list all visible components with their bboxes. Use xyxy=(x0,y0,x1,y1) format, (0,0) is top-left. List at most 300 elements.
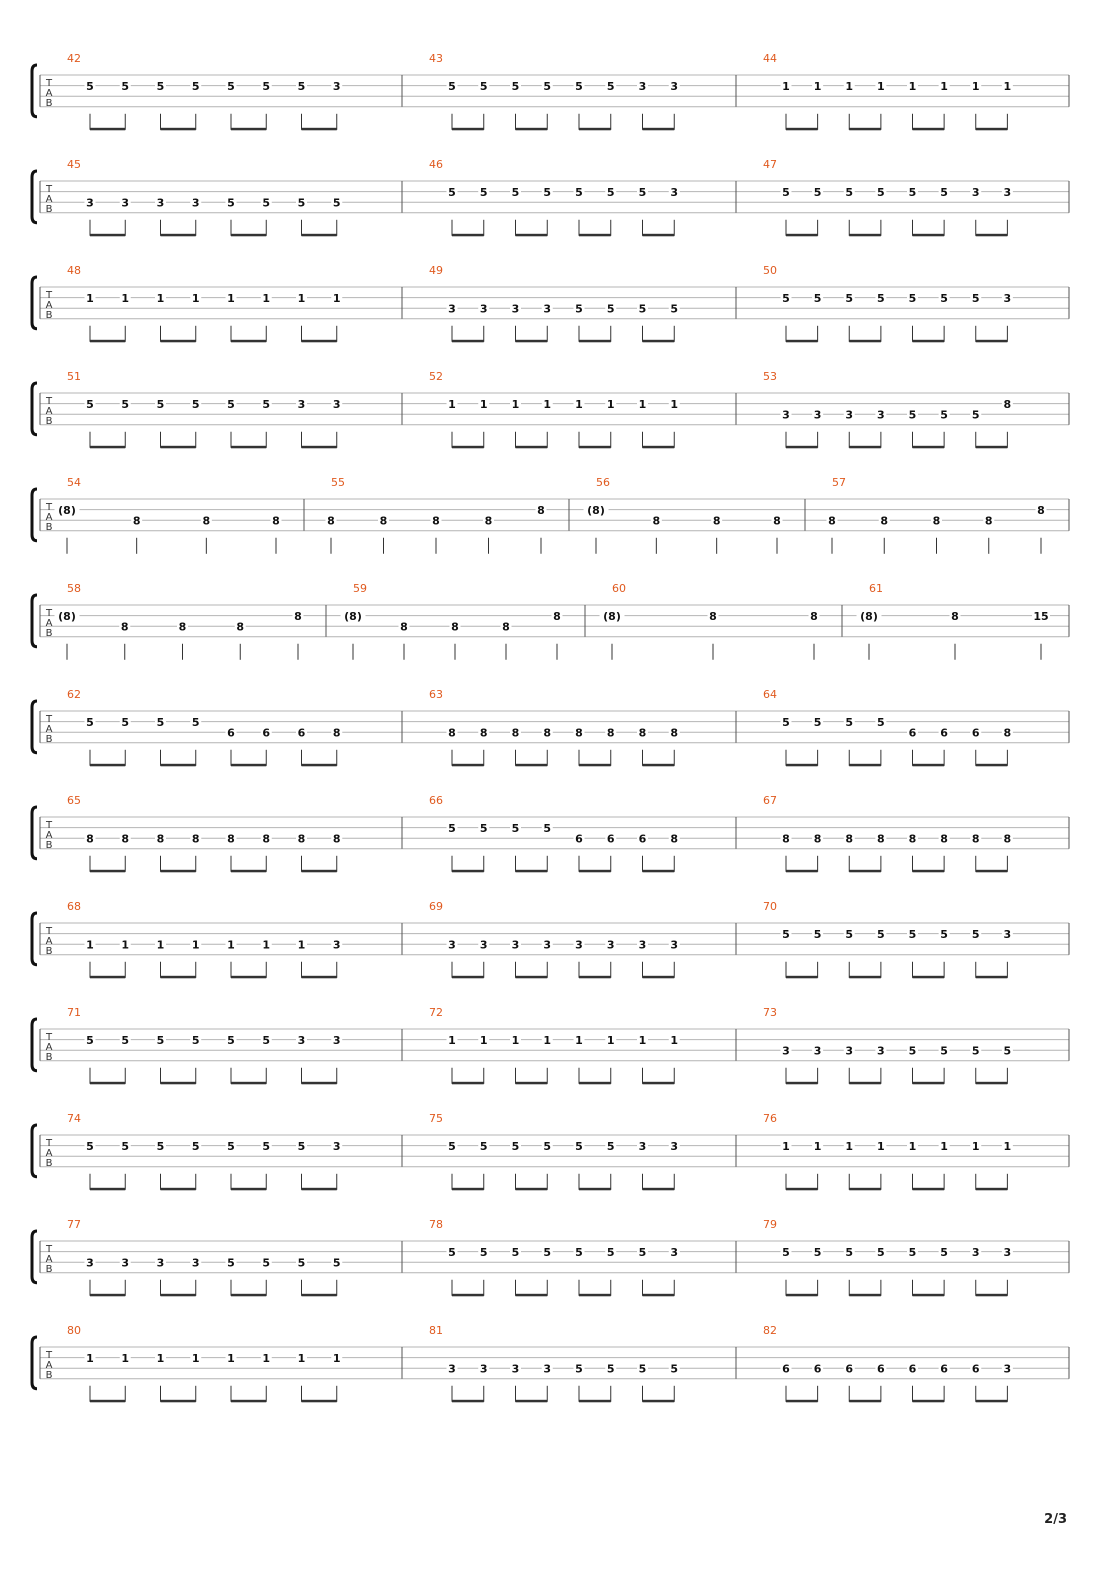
note-beam xyxy=(231,234,266,237)
note-beam xyxy=(90,870,125,873)
fret-number: 1 xyxy=(782,80,790,94)
note-beam xyxy=(452,446,484,449)
fret-number: 5 xyxy=(227,1256,235,1270)
fret-number: 1 xyxy=(511,398,520,412)
fret-number: 5 xyxy=(543,186,552,200)
fret-number: 3 xyxy=(670,1140,679,1154)
fret-number: 6 xyxy=(940,1362,948,1376)
measure-number: 63 xyxy=(429,688,443,701)
fret-number: 3 xyxy=(845,1044,854,1058)
note-beam xyxy=(849,1294,881,1297)
fret-number: 3 xyxy=(813,1044,822,1058)
fret-number: 5 xyxy=(813,292,822,306)
note-beam xyxy=(976,1188,1008,1191)
fret-number: 5 xyxy=(670,1362,679,1376)
measure-number: 47 xyxy=(763,158,777,171)
fret-number: 3 xyxy=(511,938,520,952)
fret-number: 3 xyxy=(448,302,456,316)
fret-number: 5 xyxy=(121,80,130,94)
fret-number: 5 xyxy=(511,1246,520,1260)
note-beam xyxy=(786,870,818,873)
fret-number: 1 xyxy=(1003,80,1012,94)
note-beam xyxy=(231,1082,266,1085)
fret-number: 5 xyxy=(575,302,583,316)
measure-number: 43 xyxy=(429,52,443,65)
note-beam xyxy=(849,1400,881,1403)
note-beam xyxy=(579,1082,611,1085)
fret-number: 5 xyxy=(156,80,165,94)
fret-number: 3 xyxy=(877,1044,885,1058)
fret-number: 1 xyxy=(448,398,456,412)
note-beam xyxy=(452,976,484,979)
note-beam xyxy=(579,1294,611,1297)
fret-number: 5 xyxy=(262,80,271,94)
fret-number: 3 xyxy=(638,938,647,952)
note-beam xyxy=(849,340,881,343)
fret-number: 1 xyxy=(670,398,679,412)
fret-number: 5 xyxy=(297,196,306,210)
fret-number: 3 xyxy=(782,1044,790,1058)
fret-number: 6 xyxy=(262,726,271,740)
measure-number: 67 xyxy=(763,794,777,807)
fret-number: 3 xyxy=(121,1256,130,1270)
system-bracket xyxy=(32,1231,37,1283)
measure-number: 60 xyxy=(612,582,626,595)
fret-number: 8 xyxy=(297,832,306,846)
fret-number: 3 xyxy=(479,302,488,316)
fret-number: 5 xyxy=(782,186,790,200)
fret-number: 1 xyxy=(262,292,271,306)
note-beam xyxy=(302,1082,337,1085)
note-beam xyxy=(302,128,337,131)
fret-number: 3 xyxy=(156,1256,165,1270)
clef-letter: T xyxy=(45,820,53,831)
fret-number: 5 xyxy=(845,928,854,942)
fret-number: 3 xyxy=(191,196,200,210)
fret-number: 5 xyxy=(448,1140,456,1154)
fret-number: 5 xyxy=(191,1034,200,1048)
fret-number: 1 xyxy=(191,1352,200,1366)
fret-number: (8) xyxy=(58,504,76,518)
fret-number: 3 xyxy=(543,938,552,952)
fret-number: 1 xyxy=(877,1140,885,1154)
system-bracket xyxy=(32,277,37,329)
fret-number: 3 xyxy=(670,186,679,200)
fret-number: 3 xyxy=(575,938,583,952)
note-beam xyxy=(231,976,266,979)
measure-number: 51 xyxy=(67,370,81,383)
fret-number: 3 xyxy=(156,196,165,210)
fret-number: 8 xyxy=(543,726,552,740)
note-beam xyxy=(849,128,881,131)
fret-number: 5 xyxy=(575,1246,583,1260)
note-beam xyxy=(579,446,611,449)
fret-number: 5 xyxy=(479,186,488,200)
fret-number: 1 xyxy=(845,1140,854,1154)
fret-number: 3 xyxy=(670,938,679,952)
fret-number: 1 xyxy=(479,398,488,412)
fret-number: 1 xyxy=(543,1034,552,1048)
clef-letter: B xyxy=(45,1264,53,1275)
fret-number: 3 xyxy=(297,1034,306,1048)
fret-number: 5 xyxy=(606,80,615,94)
fret-number: 8 xyxy=(227,832,235,846)
fret-number: 5 xyxy=(782,928,790,942)
fret-number: 8 xyxy=(1037,504,1045,518)
fret-number: 5 xyxy=(575,1140,583,1154)
fret-number: 8 xyxy=(709,610,717,624)
fret-number: 5 xyxy=(511,1140,520,1154)
fret-number: 1 xyxy=(262,938,271,952)
fret-number: 1 xyxy=(845,80,854,94)
fret-number: 5 xyxy=(448,822,456,836)
fret-number: 8 xyxy=(327,514,335,528)
note-beam xyxy=(579,128,611,131)
fret-number: 6 xyxy=(638,832,647,846)
note-beam xyxy=(516,234,548,237)
fret-number: 5 xyxy=(845,186,854,200)
fret-number: 3 xyxy=(971,186,980,200)
fret-number: 5 xyxy=(971,292,980,306)
fret-number: 5 xyxy=(479,1140,488,1154)
measure-number: 66 xyxy=(429,794,443,807)
note-beam xyxy=(849,764,881,767)
clef-letter: A xyxy=(45,1254,53,1265)
clef-letter: B xyxy=(45,416,53,427)
clef-letter: T xyxy=(45,714,53,725)
note-beam xyxy=(452,128,484,131)
fret-number: 1 xyxy=(86,292,94,306)
fret-number: 5 xyxy=(86,398,94,412)
fret-number: 5 xyxy=(191,1140,200,1154)
fret-number: 5 xyxy=(191,80,200,94)
fret-number: 8 xyxy=(1003,832,1012,846)
measure-number: 48 xyxy=(67,264,81,277)
fret-number: 1 xyxy=(575,1034,583,1048)
fret-number: 1 xyxy=(638,398,647,412)
fret-number: 1 xyxy=(297,938,306,952)
fret-number: 5 xyxy=(227,1140,235,1154)
fret-number: 5 xyxy=(297,1140,306,1154)
fret-number: 5 xyxy=(877,928,885,942)
fret-number: 6 xyxy=(940,726,948,740)
fret-number: 8 xyxy=(502,620,510,634)
fret-number: 5 xyxy=(575,80,583,94)
fret-number: 8 xyxy=(828,514,836,528)
measure-number: 75 xyxy=(429,1112,443,1125)
fret-number: 1 xyxy=(227,938,235,952)
note-beam xyxy=(90,1082,125,1085)
fret-number: 5 xyxy=(227,80,235,94)
clef-letter: T xyxy=(45,926,53,937)
fret-number: 8 xyxy=(379,514,388,528)
clef-letter: A xyxy=(45,618,53,629)
fret-number: 8 xyxy=(120,620,129,634)
fret-number: 8 xyxy=(1003,726,1012,740)
clef-letter: T xyxy=(45,78,53,89)
measure-number: 77 xyxy=(67,1218,81,1231)
clef-letter: A xyxy=(45,724,53,735)
fret-number: 3 xyxy=(332,938,341,952)
note-beam xyxy=(913,1294,945,1297)
fret-number: 3 xyxy=(511,1362,520,1376)
measure-number: 76 xyxy=(763,1112,777,1125)
fret-number: 5 xyxy=(121,398,130,412)
note-beam xyxy=(161,1294,196,1297)
system-bracket xyxy=(32,1019,37,1071)
fret-number: 1 xyxy=(638,1034,647,1048)
measure-number: 68 xyxy=(67,900,81,913)
fret-number: 3 xyxy=(971,1246,980,1260)
note-beam xyxy=(302,1400,337,1403)
fret-number: 5 xyxy=(638,302,647,316)
fret-number: 5 xyxy=(971,928,980,942)
measure-number: 55 xyxy=(331,476,345,489)
clef-letter: T xyxy=(45,1244,53,1255)
fret-number: 1 xyxy=(86,938,94,952)
fret-number: 3 xyxy=(782,408,790,422)
fret-number: 1 xyxy=(479,1034,488,1048)
fret-number: 5 xyxy=(262,1256,271,1270)
note-beam xyxy=(516,128,548,131)
note-beam xyxy=(976,128,1008,131)
fret-number: 8 xyxy=(845,832,854,846)
measure-number: 62 xyxy=(67,688,81,701)
fret-number: 5 xyxy=(606,1140,615,1154)
fret-number: 5 xyxy=(606,1246,615,1260)
fret-number: 5 xyxy=(940,928,948,942)
clef-letter: A xyxy=(45,1042,53,1053)
fret-number: 5 xyxy=(813,1246,822,1260)
note-beam xyxy=(643,1082,675,1085)
measure-number: 57 xyxy=(832,476,846,489)
note-beam xyxy=(643,340,675,343)
fret-number: 3 xyxy=(606,938,615,952)
note-beam xyxy=(976,1082,1008,1085)
fret-number: 8 xyxy=(984,514,993,528)
fret-number: 3 xyxy=(638,80,647,94)
fret-number: 8 xyxy=(332,832,341,846)
note-beam xyxy=(90,976,125,979)
fret-number: 8 xyxy=(236,620,245,634)
note-beam xyxy=(231,1188,266,1191)
fret-number: (8) xyxy=(603,610,621,624)
fret-number: 5 xyxy=(448,80,456,94)
note-beam xyxy=(90,128,125,131)
fret-number: 8 xyxy=(940,832,948,846)
measure-number: 58 xyxy=(67,582,81,595)
fret-number: 3 xyxy=(813,408,822,422)
fret-number: 1 xyxy=(156,938,165,952)
fret-number: 5 xyxy=(543,1140,552,1154)
measure-number: 49 xyxy=(429,264,443,277)
fret-number: 5 xyxy=(908,186,917,200)
note-beam xyxy=(976,976,1008,979)
fret-number: 1 xyxy=(511,1034,520,1048)
fret-number: 8 xyxy=(951,610,959,624)
fret-number: 5 xyxy=(845,1246,854,1260)
clef-letter: T xyxy=(45,1032,53,1043)
clef-letter: T xyxy=(45,1350,53,1361)
note-beam xyxy=(643,446,675,449)
measure-number: 44 xyxy=(763,52,777,65)
fret-number: 5 xyxy=(297,1256,306,1270)
fret-number: 3 xyxy=(332,1140,341,1154)
fret-number: 8 xyxy=(479,726,488,740)
fret-number: 5 xyxy=(575,1362,583,1376)
system-bracket xyxy=(32,1337,37,1389)
fret-number: 5 xyxy=(262,1034,271,1048)
fret-number: 8 xyxy=(537,504,545,518)
fret-number: 1 xyxy=(971,1140,980,1154)
fret-number: 8 xyxy=(638,726,647,740)
note-beam xyxy=(849,446,881,449)
clef-letter: B xyxy=(45,734,53,745)
fret-number: 5 xyxy=(877,186,885,200)
measure-number: 54 xyxy=(67,476,81,489)
fret-number: 3 xyxy=(1003,1362,1012,1376)
note-beam xyxy=(976,764,1008,767)
fret-number: 8 xyxy=(191,832,200,846)
fret-number: 8 xyxy=(272,514,280,528)
fret-number: 15 xyxy=(1033,610,1049,624)
note-beam xyxy=(231,1294,266,1297)
fret-number: 5 xyxy=(191,398,200,412)
fret-number: 1 xyxy=(156,292,165,306)
fret-number: 1 xyxy=(227,292,235,306)
note-beam xyxy=(849,1082,881,1085)
note-beam xyxy=(302,1188,337,1191)
clef-letter: B xyxy=(45,946,53,957)
fret-number: 8 xyxy=(86,832,94,846)
note-beam xyxy=(579,234,611,237)
fret-number: 5 xyxy=(971,408,980,422)
fret-number: 3 xyxy=(332,80,341,94)
note-beam xyxy=(643,764,675,767)
note-beam xyxy=(786,764,818,767)
fret-number: 1 xyxy=(156,1352,165,1366)
fret-number: 1 xyxy=(332,1352,341,1366)
fret-number: 5 xyxy=(262,398,271,412)
fret-number: 5 xyxy=(940,292,948,306)
clef-letter: B xyxy=(45,522,53,533)
fret-number: 8 xyxy=(332,726,341,740)
fret-number: 6 xyxy=(908,726,917,740)
system-bracket xyxy=(32,913,37,965)
note-beam xyxy=(579,1188,611,1191)
fret-number: 8 xyxy=(553,610,561,624)
fret-number: (8) xyxy=(344,610,362,624)
fret-number: 8 xyxy=(670,726,679,740)
fret-number: 3 xyxy=(845,408,854,422)
fret-number: 8 xyxy=(202,514,211,528)
measure-number: 74 xyxy=(67,1112,81,1125)
measure-number: 52 xyxy=(429,370,443,383)
fret-number: 8 xyxy=(908,832,917,846)
clef-letter: T xyxy=(45,396,53,407)
fret-number: 5 xyxy=(782,1246,790,1260)
clef-letter: B xyxy=(45,204,53,215)
fret-number: 1 xyxy=(297,1352,306,1366)
fret-number: (8) xyxy=(58,610,76,624)
fret-number: 3 xyxy=(86,1256,94,1270)
note-beam xyxy=(913,234,945,237)
note-beam xyxy=(579,976,611,979)
note-beam xyxy=(913,870,945,873)
fret-number: 5 xyxy=(971,1044,980,1058)
fret-number: 3 xyxy=(191,1256,200,1270)
fret-number: (8) xyxy=(860,610,878,624)
note-beam xyxy=(643,1400,675,1403)
note-beam xyxy=(976,340,1008,343)
system-bracket xyxy=(32,807,37,859)
clef-letter: A xyxy=(45,194,53,205)
fret-number: 5 xyxy=(479,822,488,836)
note-beam xyxy=(516,446,548,449)
note-beam xyxy=(579,340,611,343)
note-beam xyxy=(452,1400,484,1403)
note-beam xyxy=(786,976,818,979)
note-beam xyxy=(452,870,484,873)
measure-number: 53 xyxy=(763,370,777,383)
fret-number: 1 xyxy=(332,292,341,306)
fret-number: 3 xyxy=(121,196,130,210)
fret-number: 3 xyxy=(511,302,520,316)
fret-number: 5 xyxy=(86,716,94,730)
fret-number: 5 xyxy=(332,1256,341,1270)
fret-number: 5 xyxy=(575,186,583,200)
fret-number: 1 xyxy=(971,80,980,94)
note-beam xyxy=(302,870,337,873)
fret-number: 5 xyxy=(908,408,917,422)
clef-letter: A xyxy=(45,406,53,417)
fret-number: 6 xyxy=(606,832,615,846)
system-bracket xyxy=(32,701,37,753)
measure-number: 46 xyxy=(429,158,443,171)
fret-number: 8 xyxy=(448,726,456,740)
fret-number: 6 xyxy=(782,1362,790,1376)
fret-number: 5 xyxy=(227,398,235,412)
fret-number: 5 xyxy=(543,822,552,836)
clef-letter: A xyxy=(45,830,53,841)
fret-number: 5 xyxy=(606,1362,615,1376)
fret-number: 5 xyxy=(86,1140,94,1154)
fret-number: 8 xyxy=(782,832,790,846)
fret-number: 5 xyxy=(448,1246,456,1260)
fret-number: 8 xyxy=(132,514,141,528)
fret-number: 3 xyxy=(479,938,488,952)
clef-letter: B xyxy=(45,840,53,851)
note-beam xyxy=(231,128,266,131)
fret-number: 1 xyxy=(121,938,130,952)
fret-number: 8 xyxy=(670,832,679,846)
note-beam xyxy=(302,976,337,979)
note-beam xyxy=(849,234,881,237)
fret-number: 1 xyxy=(575,398,583,412)
page-number: 2/3 xyxy=(1044,1512,1067,1527)
fret-number: 8 xyxy=(652,514,661,528)
fret-number: 5 xyxy=(121,1140,130,1154)
note-beam xyxy=(231,870,266,873)
clef-letter: T xyxy=(45,608,53,619)
fret-number: 8 xyxy=(432,514,440,528)
fret-number: 5 xyxy=(479,80,488,94)
note-beam xyxy=(976,1294,1008,1297)
note-beam xyxy=(90,1188,125,1191)
fret-number: 5 xyxy=(511,80,520,94)
measure-number: 81 xyxy=(429,1324,443,1337)
fret-number: 1 xyxy=(121,292,130,306)
